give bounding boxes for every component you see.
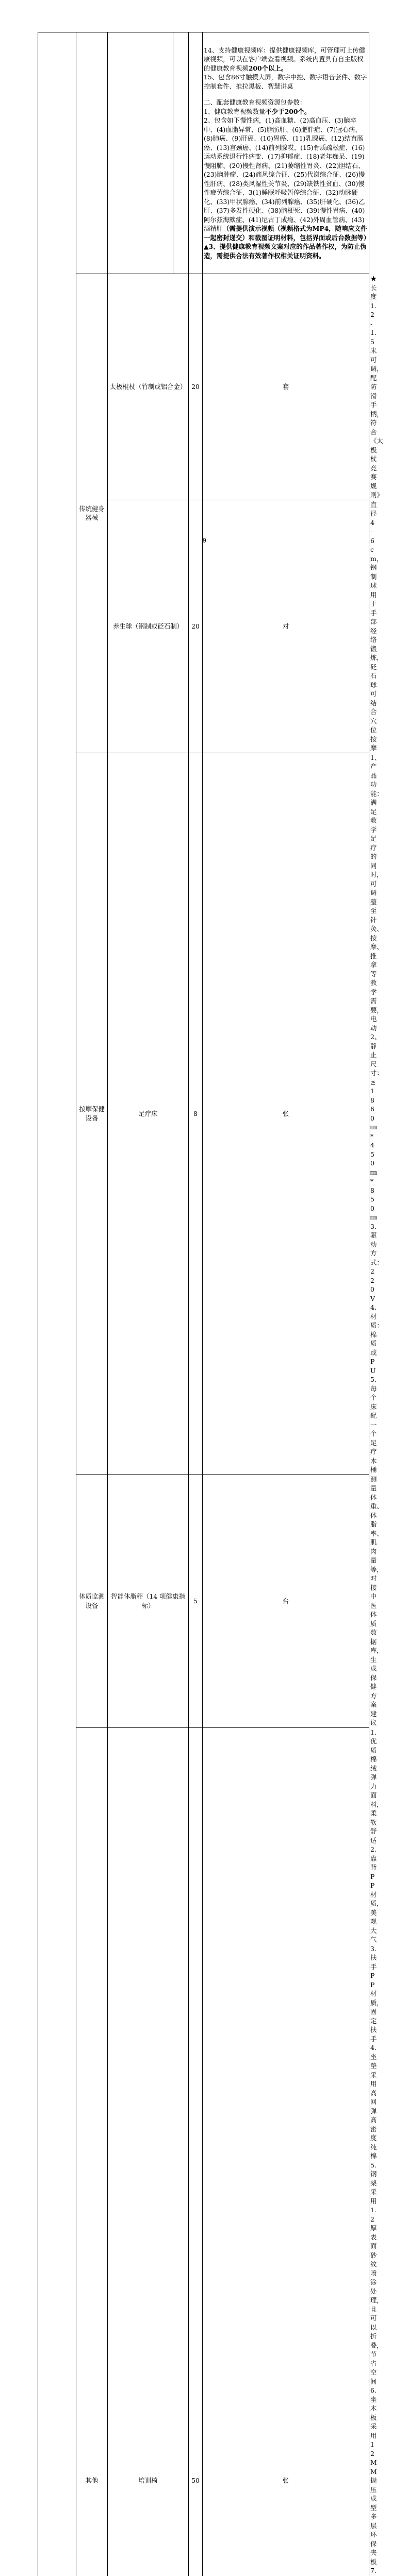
name-cell: 足疗床: [108, 753, 189, 1475]
qty-cell: 20: [189, 274, 203, 500]
category-cell: [76, 32, 108, 274]
desc-line: 2、包含如下慢性病，(1)高血糖、(2)高血压、(3)脑卒中、(4)血脂异常、(5)脂肪肝、(6)肥胖症、(7)冠心病、(8)肺癌、(9)肝癌、(10)胃癌、(11)乳腺癌、(12)结直肠癌、(13)宫颈癌、(14)前列腺哎、(15)骨质疏松症、(16)运动系统退行性病变、(17)抑郁症、(18)老年痴呆、(19)慢阻肺、(20)慢性肾病、(21)萎缩性胃炎、(22)胆结石、(23)脑肿瘤、(24)痛风综合征、(25)代谢综合征、(26)慢性肝病、(28)类风湿性关节炎、(29)缺铁性贫血、(30)慢性疲劳综合征、3(1)睡眠呼吸暂停综合征、(32)动脉硬化、(33)甲状腺癌、(34)前列腺癌、(35)肝硬化、(36)乙肝、(37)多发性硬化、(38)脑梗死、(39)慢性胃病、(40)阿尔兹海默症、(41)尼古丁成瘾、(42)外周血管病、(43)酒精肝（需提供演示视频（视频格式为MP4，随响应文件一起密封递交）和截图证明材料，包括界面或后台数据等）: [204, 116, 368, 242]
spec-table: [38, 32, 369, 2576]
table-row: 其他 培训椅 50 张 1.优质棉绒弹力面料，柔软舒适 2.靠背PP材质，美观大气 3.扶手PP材质，固定扶手 4.坐垫采用高回弹高密度纯棉 5.钢架采用1.2厚表面砂纹喷涂处理，且可以折叠，节省空间 6.坐木板采用12MM抛压成型多层环保夹板 7.: [38, 1727, 369, 2576]
category-cell: 其他: [76, 1727, 108, 2576]
page-number: 9: [0, 537, 409, 544]
desc-line: ▲3、提供健康教育视频文案对应的作品著作权，为防止伪造，需提供合法有效著作权相关证明资料。: [204, 242, 368, 260]
qty-cell: 8: [189, 753, 203, 1475]
desc-line: 14、支持健康视频库：提供健康视频库，可管理可上传健康视频，可以在客户端查看视频。系统内置具有自主版权的健康教育视频200个以上。: [204, 46, 368, 73]
category-cell: 体质监测设备: [76, 1475, 108, 1727]
desc-cell: [203, 32, 369, 274]
unit-cell: 对: [203, 500, 369, 753]
desc-line: 二、配套健康教育视频资源包参数：: [204, 98, 368, 107]
desc-line: 1、健康教育视频数量不少于200个。: [204, 107, 368, 116]
unit-cell: 张: [203, 753, 369, 1475]
row-index-cell: [38, 32, 76, 2576]
table-row: 养生球（钢制或砭石制） 20 对 直径 4-6cm，钢制球用于手部经络锻炼，砭石球可结合穴位按摩: [38, 500, 369, 753]
table-row: 体质监测设备 智能体脂秤（14 项健康指标） 5 台 测量体重、体脂率、肌肉量等，对接中医体质数据库，生成保健方案建议: [38, 1475, 369, 1727]
desc-line: 15、包含86寸触摸大屏，数字中控、数字语音套件、数字控制套件、推拉黑板、智慧讲桌: [204, 73, 368, 91]
qty-cell: 50: [189, 1727, 203, 2576]
spacer: [204, 91, 368, 98]
category-cell: 传统健身器械: [76, 274, 108, 753]
table-row: [38, 32, 369, 274]
unit-cell: [189, 32, 203, 274]
name-cell: [108, 32, 173, 274]
name-cell: 太极棍杖（竹制或铝合金）: [108, 274, 189, 500]
table-row: 按摩保健设备 足疗床 8 张 1、产品功能：满足教学足疗的同时，可调整至针灸、按摩、推拿等教学需要，电动 2、静止尺寸：≥1860㎜*450㎜*850㎜ 3、驱动方式：220V 4、材质：棉质或PU 5、每个床配一个足疗木桶: [38, 753, 369, 1475]
name-cell: 培训椅: [108, 1727, 189, 2576]
unit-cell: 张: [203, 1727, 369, 2576]
name-cell: 养生球（钢制或砭石制）: [108, 500, 189, 753]
unit-cell: 套: [203, 274, 369, 500]
table-row: 传统健身器械 太极棍杖（竹制或铝合金） 20 套 ★长度 1.2-1.5 米可调，配防滑手柄，符合《太极杖竞赛规则》: [38, 274, 369, 500]
unit-cell: 台: [203, 1475, 369, 1727]
category-cell: 按摩保健设备: [76, 753, 108, 1475]
qty-cell: 5: [189, 1475, 203, 1727]
qty-cell: [173, 32, 189, 274]
qty-cell: 20: [189, 500, 203, 753]
name-cell: 智能体脂秤（14 项健康指标）: [108, 1475, 189, 1727]
